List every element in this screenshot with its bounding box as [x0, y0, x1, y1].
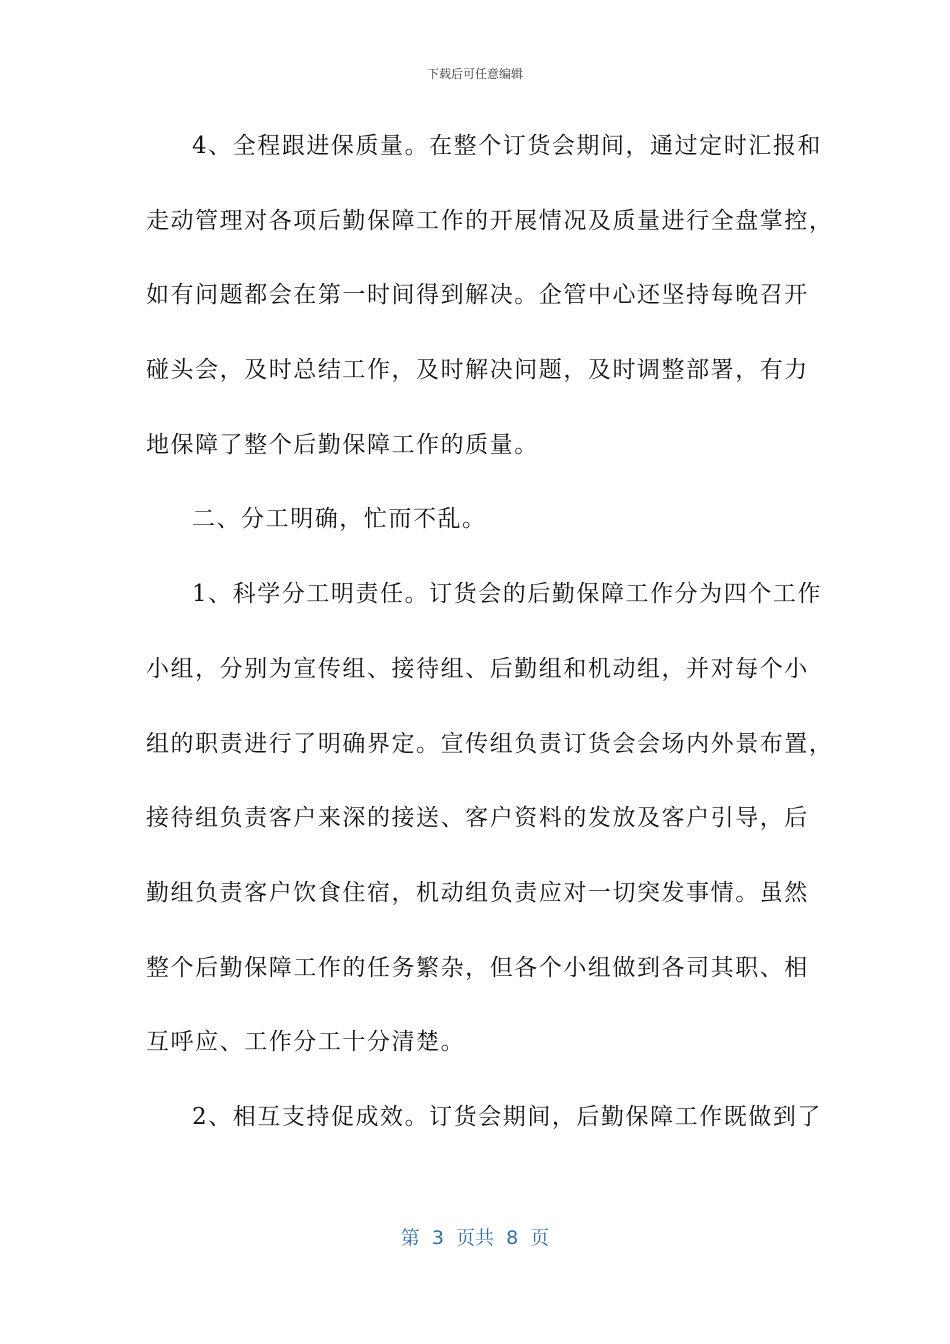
paragraph-line: 走动管理对各项后勤保障工作的开展情况及质量进行全盘掌控，	[146, 207, 834, 234]
paragraph-line: 2、相互支持促成效。订货会期间，后勤保障工作既做到了	[192, 1103, 822, 1130]
paragraph-line: 地保障了整个后勤保障工作的质量。	[146, 431, 539, 458]
paragraph-line: 4、全程跟进保质量。在整个订货会期间，通过定时汇报和	[192, 133, 822, 159]
section-heading: 二、分工明确，忙而不乱。	[192, 506, 487, 533]
paragraph-line: 互呼应、工作分工十分清楚。	[146, 1029, 466, 1056]
paragraph-line: 勤组负责客户饮食住宿，机动组负责应对一切突发事情。虽然	[146, 879, 809, 906]
paragraph-line: 接待组负责客户来深的接送、客户资料的发放及客户引导，后	[146, 805, 809, 832]
paragraph-line: 如有问题都会在第一时间得到解决。企管中心还坚持每晚召开	[146, 282, 809, 309]
paragraph-line: 碰头会，及时总结工作，及时解决问题，及时调整部署，有力	[146, 357, 809, 384]
paragraph-line: 整个后勤保障工作的任务繁杂，但各个小组做到各司其职、相	[146, 954, 809, 981]
paragraph-line: 组的职责进行了明确界定。宣传组负责订货会会场内外景布置，	[146, 730, 834, 757]
page-number-footer: 第 3 页共 8 页	[400, 1227, 550, 1249]
paragraph-line: 1、科学分工明责任。订货会的后勤保障工作分为四个工作	[192, 581, 822, 608]
paragraph-line: 小组，分别为宣传组、接待组、后勤组和机动组，并对每个小	[146, 655, 809, 682]
document-body	[146, 124, 834, 1170]
page-header-note: 下载后可任意编辑	[426, 67, 523, 81]
